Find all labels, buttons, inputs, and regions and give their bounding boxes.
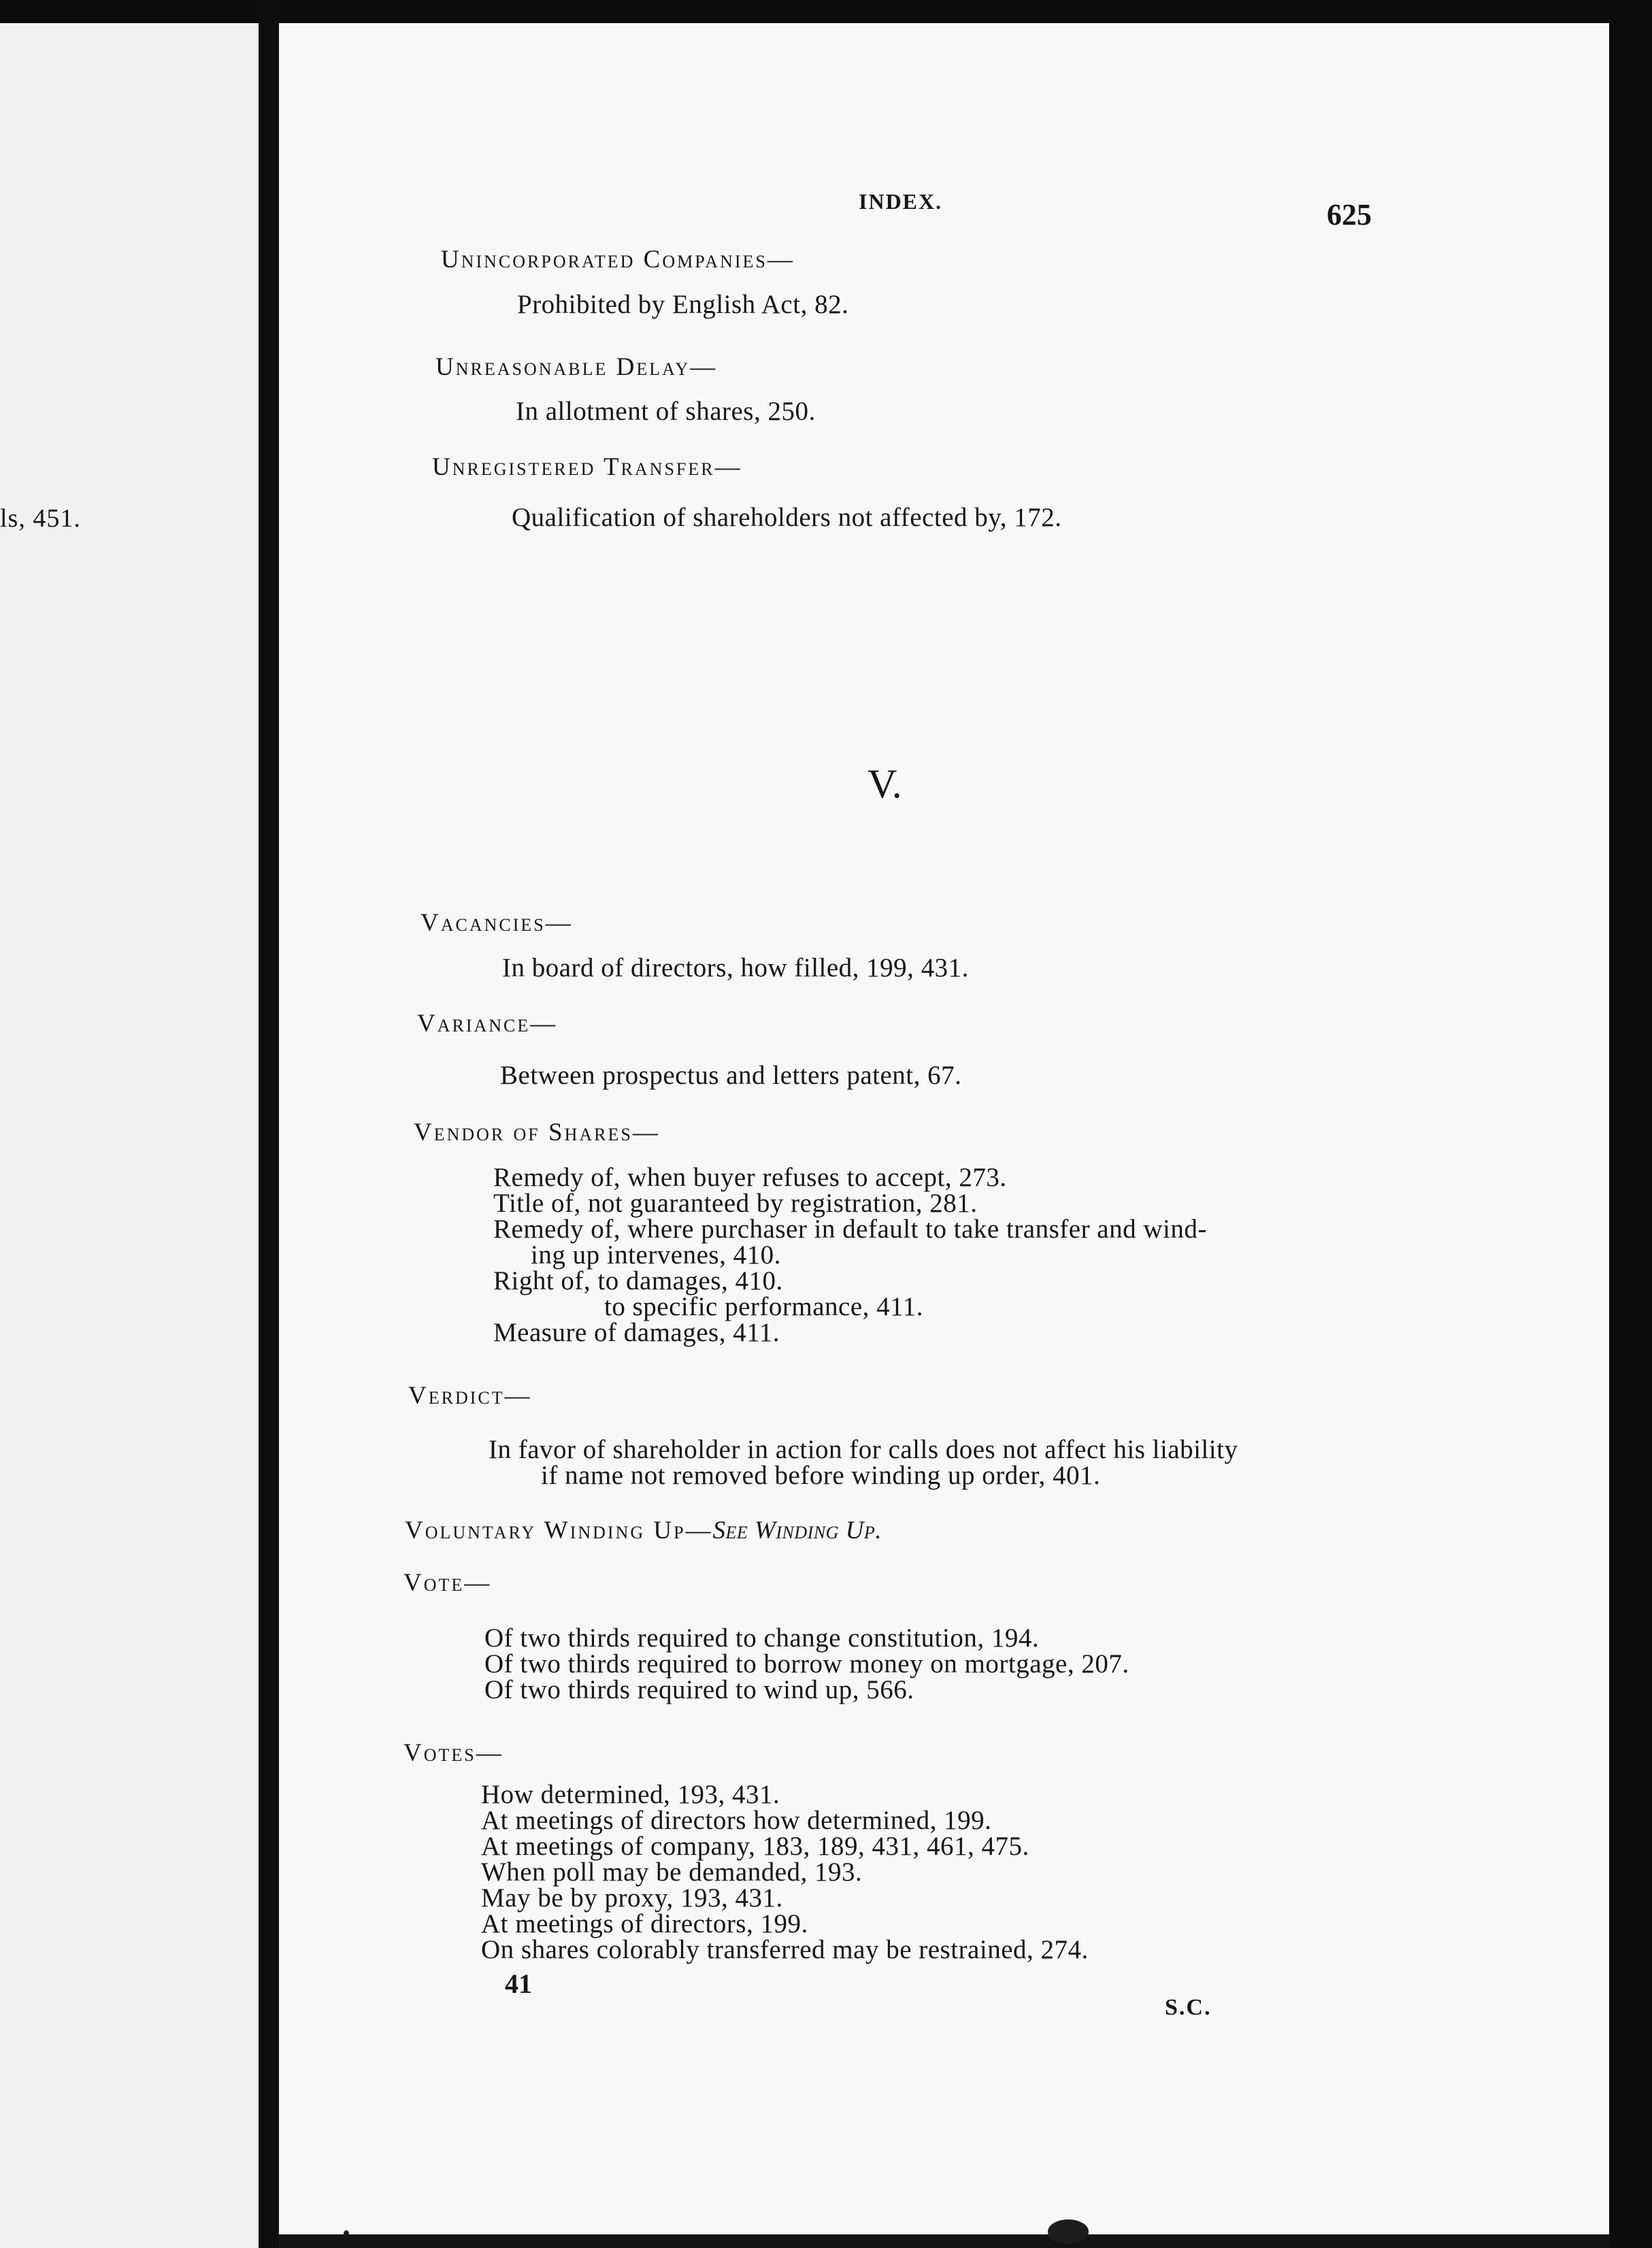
ink-speck xyxy=(344,2230,349,2237)
index-heading-unincorporated-companies: Unincorporated Companies— xyxy=(441,246,795,274)
index-subentry: On shares colorably transferred may be restrained, 274. xyxy=(481,1935,1089,1964)
index-subentry: Qualification of shareholders not affected by, 172. xyxy=(512,503,1062,532)
index-subentry: At meetings of company, 183, 189, 431, 461, 475. xyxy=(481,1832,1029,1861)
index-subentry: How determined, 193, 431. xyxy=(481,1780,780,1809)
section-letter-v: V. xyxy=(868,761,902,806)
index-subentry: ing up intervenes, 410. xyxy=(531,1240,781,1270)
index-subentry: Between prospectus and letters patent, 67. xyxy=(500,1061,962,1090)
index-subentry: Of two thirds required to wind up, 566. xyxy=(484,1675,914,1704)
index-heading-unreasonable-delay: Unreasonable Delay— xyxy=(435,353,718,381)
index-heading-variance: Variance— xyxy=(417,1010,558,1038)
index-subentry: May be by proxy, 193, 431. xyxy=(481,1883,783,1913)
book-spine xyxy=(259,0,279,2248)
index-heading-voluntary-winding-up xyxy=(405,1516,882,1545)
left-page-fragment: ls, 451. xyxy=(0,504,81,533)
index-subentry: Remedy of, where purchaser in default to take transfer and wind- xyxy=(493,1214,1207,1244)
ink-blot xyxy=(1048,2219,1089,2244)
index-subentry: Remedy of, when buyer refuses to accept, 273. xyxy=(493,1163,1007,1192)
index-heading-vacancies: Vacancies— xyxy=(420,909,573,937)
index-subentry: At meetings of directors how determined, 199. xyxy=(481,1806,992,1835)
index-heading-vote: Vote— xyxy=(403,1569,492,1597)
index-subentry: Prohibited by English Act, 82. xyxy=(517,290,849,319)
index-subentry: When poll may be demanded, 193. xyxy=(481,1857,863,1887)
index-subentry: Of two thirds required to borrow money on mortgage, 207. xyxy=(484,1649,1129,1679)
scan-right-border xyxy=(1609,0,1652,2248)
page-number: 625 xyxy=(1327,198,1372,231)
index-subentry: Right of, to damages, 410. xyxy=(493,1266,783,1295)
index-heading-verdict: Verdict— xyxy=(408,1382,532,1410)
index-subentry: In board of directors, how filled, 199, 431. xyxy=(502,953,969,982)
see-also-reference: See Winding Up. xyxy=(712,1517,882,1544)
heading-text: Voluntary Winding Up— xyxy=(405,1517,713,1544)
index-heading-vendor-of-shares: Vendor of Shares— xyxy=(414,1119,660,1146)
index-subentry: Measure of damages, 411. xyxy=(493,1318,780,1347)
index-subentry: Of two thirds required to change constitution, 194. xyxy=(484,1623,1040,1653)
index-subentry: In allotment of shares, 250. xyxy=(516,397,816,426)
folio-number: 41 xyxy=(505,1968,532,1999)
index-subentry: if name not removed before winding up order, 401. xyxy=(541,1461,1101,1490)
index-subentry: to specific performance, 411. xyxy=(604,1292,923,1321)
left-facing-page xyxy=(0,23,259,2248)
index-heading-votes: Votes— xyxy=(403,1739,503,1767)
index-subentry: At meetings of directors, 199. xyxy=(481,1909,808,1938)
signature-mark: S.C. xyxy=(1165,1995,1212,2020)
index-heading-unregistered-transfer: Unregistered Transfer— xyxy=(432,453,742,481)
scan-bottom-border xyxy=(279,2234,1609,2248)
running-title: INDEX. xyxy=(859,189,943,214)
index-subentry: In favor of shareholder in action for calls does not affect his liability xyxy=(489,1435,1238,1464)
scan-top-border xyxy=(0,0,1652,23)
index-subentry: Title of, not guaranteed by registration, 281. xyxy=(493,1189,978,1218)
